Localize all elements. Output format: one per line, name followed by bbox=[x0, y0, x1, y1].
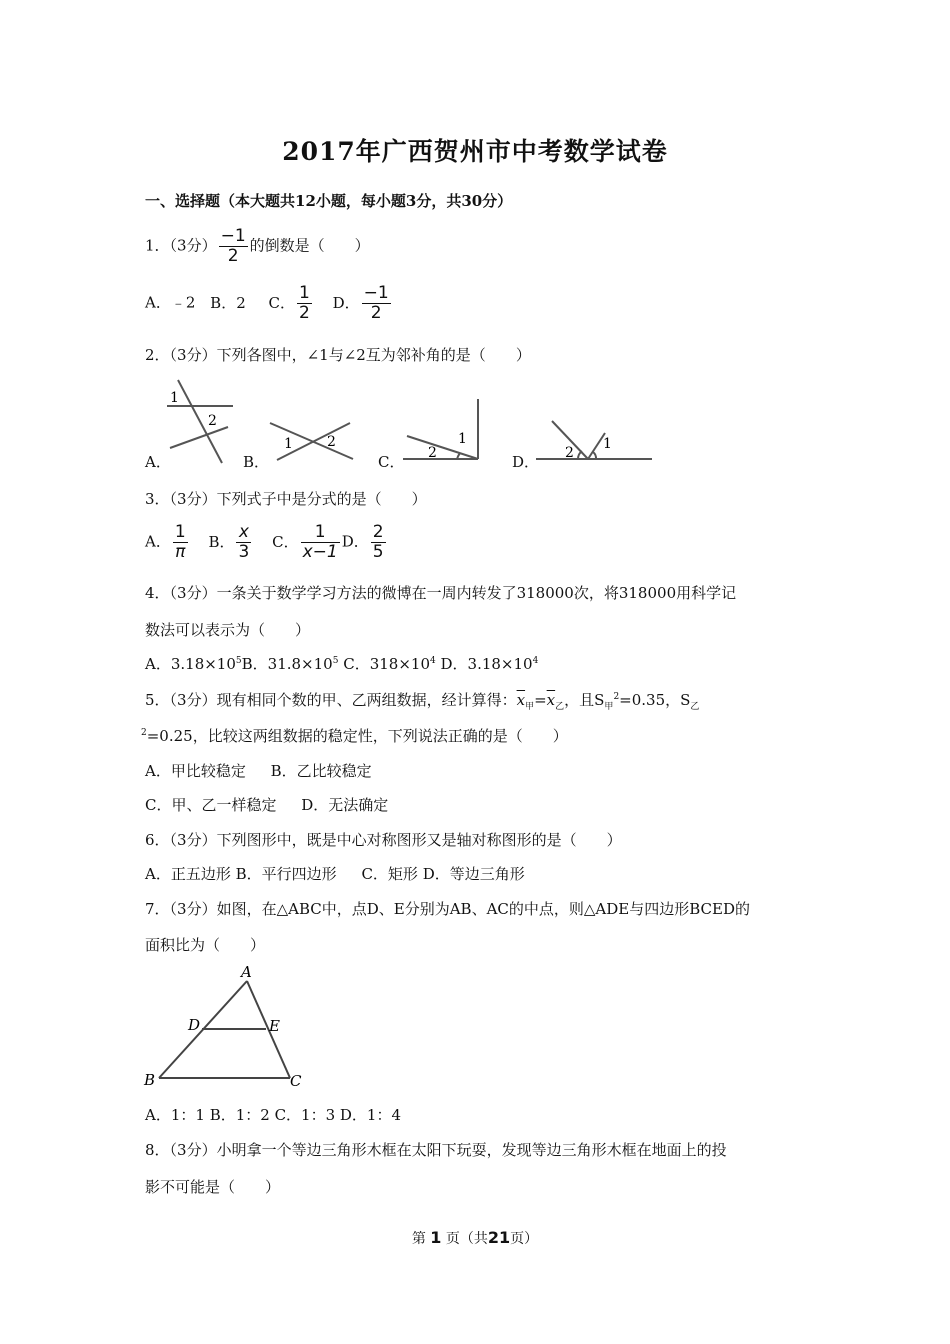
q5-eq: = bbox=[534, 691, 547, 709]
page-title: 2017年广西贺州市中考数学试卷 bbox=[282, 137, 668, 166]
point-c-label: C bbox=[290, 1072, 302, 1090]
q1-d-num: −1 bbox=[363, 283, 389, 303]
q1-frac-num: −1 bbox=[220, 226, 246, 246]
q4-c-exp: 4 bbox=[429, 656, 436, 666]
figure-d bbox=[536, 421, 652, 459]
footer-pre: 第 bbox=[411, 1231, 426, 1247]
q1-option-c-frac bbox=[297, 284, 312, 323]
q3-a-num: 1 bbox=[174, 522, 186, 542]
q4-d-exp: 4 bbox=[532, 656, 539, 666]
q5-text-c: =0.35，S bbox=[619, 691, 691, 709]
q1-c-num: 1 bbox=[299, 283, 310, 303]
q2-label-d: D． bbox=[512, 453, 540, 471]
q1-frac-den: 2 bbox=[227, 246, 239, 266]
q3-d-label: D． bbox=[341, 532, 369, 551]
footer-total-pages: 21 bbox=[487, 1228, 511, 1247]
q1-prefix: 1．（3分） bbox=[145, 236, 217, 255]
q3-d-num: 2 bbox=[372, 522, 384, 542]
question-4-line-1: 4．（3分）一条关于数学学习方法的微博在一周内转发了318000次，将318000用科学记 bbox=[145, 584, 737, 602]
footer-mid: 页（共 bbox=[445, 1231, 488, 1247]
q5-option-b: B．乙比较稳定 bbox=[270, 762, 372, 780]
q1-suffix: 的倒数是（ ） bbox=[249, 236, 370, 255]
fig-a-angle-2: 2 bbox=[208, 413, 217, 429]
q5-s-yi-sub: 乙 bbox=[690, 702, 700, 712]
q1-option-d-frac bbox=[362, 284, 391, 323]
q4-option-a bbox=[145, 655, 242, 673]
q2-label-c: C． bbox=[378, 453, 405, 471]
q1-options bbox=[145, 284, 393, 323]
q3-c-frac bbox=[301, 523, 340, 562]
q5-s-jia-sub: 甲 bbox=[604, 702, 614, 712]
point-d-label: D bbox=[188, 1016, 201, 1034]
point-e-label: E bbox=[269, 1017, 280, 1035]
q3-d-den: 5 bbox=[372, 542, 384, 562]
fig-b-angle-2: 2 bbox=[327, 434, 336, 450]
q4-b-exp: 5 bbox=[332, 656, 339, 666]
question-7-line-2: 面积比为（ ） bbox=[145, 936, 266, 954]
q2-label-b: B． bbox=[243, 453, 270, 471]
q4-a-exp: 5 bbox=[235, 656, 242, 666]
question-7-line-1: 7．（3分）如图，在△ABC中，点D、E分别为AB、AC的中点，则△ADE与四边形BCED的 bbox=[145, 900, 750, 918]
question-5-line-1 bbox=[145, 689, 699, 712]
q5-xbar-jia: $\overline{x}$ bbox=[516, 691, 526, 709]
q4-a-base: A．3.18×10 bbox=[145, 655, 236, 673]
fig-a-angle-1: 1 bbox=[170, 390, 179, 406]
figure-b bbox=[270, 423, 353, 460]
q5-s-jia-sup: 2 bbox=[613, 692, 620, 702]
q3-options bbox=[145, 523, 388, 562]
q3-b-label: B． bbox=[208, 532, 235, 551]
q1-d-den: 2 bbox=[370, 303, 382, 323]
q5-text-b: ，且S bbox=[564, 691, 605, 709]
q1-option-b: B．2 bbox=[210, 293, 246, 312]
q2-figures bbox=[160, 375, 660, 470]
fig-c-angle-1: 1 bbox=[458, 431, 467, 447]
question-1 bbox=[145, 227, 370, 266]
q2-label-a: A． bbox=[145, 453, 171, 471]
q6-option-a: A．正五边形 bbox=[145, 865, 231, 883]
q5-option-c: C．甲、乙一样稳定 bbox=[145, 796, 277, 814]
q3-b-num: x bbox=[236, 523, 251, 543]
question-2: 2．（3分）下列各图中，∠1与∠2互为邻补角的是（ ） bbox=[145, 346, 531, 364]
question-5-line-2 bbox=[141, 725, 568, 746]
question-8-line-2: 影不可能是（ ） bbox=[145, 1178, 281, 1196]
q4-b-base: B．31.8×10 bbox=[241, 655, 333, 673]
q1-fraction bbox=[219, 227, 248, 266]
point-b-label: B bbox=[144, 1071, 156, 1089]
question-8-line-1: 8．（3分）小明拿一个等边三角形木框在太阳下玩耍，发现等边三角形木框在地面上的投 bbox=[145, 1141, 727, 1159]
question-3: 3．（3分）下列式子中是分式的是（ ） bbox=[145, 490, 427, 508]
q7-options: A．1：1 B．1：2 C．1：3 D．1：4 bbox=[145, 1106, 402, 1124]
q6-option-c: C．矩形 bbox=[361, 865, 418, 883]
q3-b-den: 3 bbox=[238, 542, 250, 562]
footer-post: 页） bbox=[510, 1231, 539, 1247]
q3-d-frac bbox=[371, 523, 386, 562]
q5-options-row-2 bbox=[145, 794, 388, 815]
q4-d-base: D．3.18×10 bbox=[440, 655, 533, 673]
q5-option-d: D．无法确定 bbox=[301, 796, 389, 814]
q3-c-num: 1 bbox=[301, 523, 340, 543]
q1-c-den: 2 bbox=[299, 303, 310, 323]
q7-triangle-figure bbox=[140, 962, 320, 1092]
q4-option-d bbox=[441, 655, 539, 673]
q4-c-base: C．318×10 bbox=[343, 655, 430, 673]
q6-option-b: B．平行四边形 bbox=[235, 865, 337, 883]
page-footer bbox=[0, 1228, 950, 1248]
question-4-line-2: 数法可以表示为（ ） bbox=[145, 621, 311, 639]
q6-options bbox=[145, 863, 525, 884]
q5-line2-text: =0.25，比较这两组数据的稳定性，下列说法正确的是（ ） bbox=[146, 727, 568, 745]
q4-options bbox=[145, 653, 538, 674]
fig-c-angle-2: 2 bbox=[428, 445, 437, 461]
fig-b-angle-1: 1 bbox=[284, 436, 293, 452]
section-heading: 一、选择题（本大题共12小题，每小题3分，共30分） bbox=[145, 192, 513, 210]
fig-d-angle-2: 2 bbox=[565, 445, 574, 461]
footer-page-number: 1 bbox=[430, 1228, 442, 1247]
q5-s-yi-sup: 2 bbox=[141, 728, 147, 738]
figure-c bbox=[403, 399, 478, 459]
q5-option-a: A．甲比较稳定 bbox=[145, 762, 246, 780]
fig-d-angle-1: 1 bbox=[603, 436, 612, 452]
q3-a-den: π bbox=[175, 542, 186, 562]
q5-xbar-yi: $\overline{x}$ bbox=[546, 691, 556, 709]
q5-text-a: 5．（3分）现有相同个数的甲、乙两组数据，经计算得： bbox=[145, 691, 517, 709]
q5-options-row-1 bbox=[145, 760, 372, 781]
q4-option-b bbox=[242, 655, 339, 673]
q6-option-d: D．等边三角形 bbox=[422, 865, 525, 883]
point-a-label: A bbox=[241, 963, 252, 981]
q1-option-c-label: C． bbox=[268, 293, 296, 312]
q3-a-frac bbox=[173, 523, 188, 562]
q3-c-den: x−1 bbox=[302, 542, 338, 562]
q5-sub-yi: 乙 bbox=[555, 702, 565, 712]
q3-b-frac bbox=[236, 523, 251, 562]
question-6: 6．（3分）下列图形中，既是中心对称图形又是轴对称图形的是（ ） bbox=[145, 831, 622, 849]
q3-a-label: A． bbox=[145, 532, 171, 551]
q3-c-label: C． bbox=[272, 532, 299, 551]
q1-option-a: A．﹣2 bbox=[145, 293, 196, 312]
q4-option-c bbox=[343, 655, 436, 673]
q1-option-d-label: D． bbox=[332, 293, 360, 312]
q5-sub-jia: 甲 bbox=[525, 702, 535, 712]
